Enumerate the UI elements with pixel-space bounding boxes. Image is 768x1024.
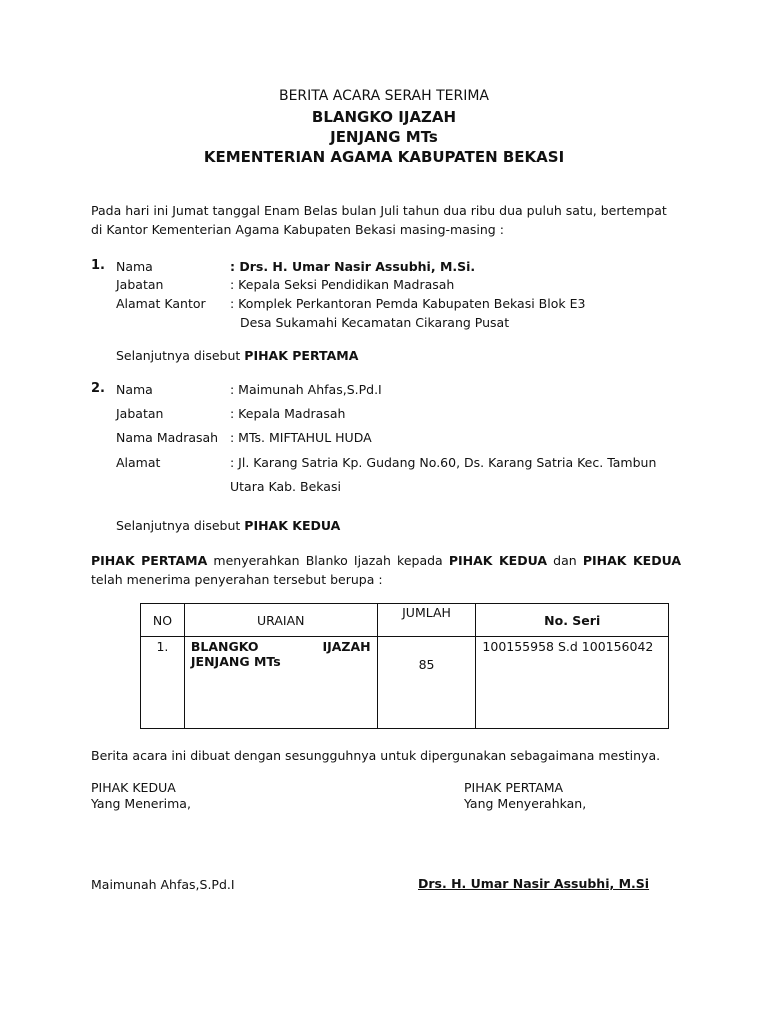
party2-designation-prefix: Selanjutnya disebut <box>116 518 245 533</box>
party1-name-label: Nama <box>116 259 153 274</box>
party2-designation-name: PIHAK KEDUA <box>244 518 341 533</box>
uraian-word-1: BLANGKO <box>190 639 259 654</box>
table-cell-jumlah: 85 <box>377 637 476 729</box>
uraian-word-2: IJAZAH <box>322 639 371 654</box>
doc-title-line2: BLANGKO IJAZAH <box>311 108 457 126</box>
party2-position-value: : Kepala Madrasah <box>230 406 346 421</box>
party1-number: 1. <box>91 258 105 273</box>
handover-text-3: telah menerima penyerahan tersebut berupa : <box>91 572 383 587</box>
party1-position-value: : Kepala Seksi Pendidikan Madrasah <box>230 277 455 292</box>
intro-line1: Pada hari ini Jumat tanggal Enam Belas bulan Juli tahun dua ribu dua puluh satu, bertempat <box>91 203 667 218</box>
party1-designation <box>116 348 358 363</box>
party2-school-value: : MTs. MIFTAHUL HUDA <box>230 430 372 445</box>
table-header-jumlah: JUMLAH <box>377 604 476 637</box>
party1-address-value-2: Desa Sukamahi Kecamatan Cikarang Pusat <box>240 315 510 330</box>
uraian-line2: JENJANG MTs <box>190 654 281 669</box>
table-row <box>141 637 669 729</box>
sign-left-title: PIHAK KEDUA <box>91 780 176 795</box>
sign-right-title: PIHAK PERTAMA <box>464 780 564 795</box>
doc-title-line4: KEMENTERIAN AGAMA KABUPATEN BEKASI <box>203 148 565 166</box>
handover-party-second-2: PIHAK KEDUA <box>582 553 682 568</box>
table-cell-no: 1. <box>141 637 185 729</box>
party2-name-value: : Maimunah Ahfas,S.Pd.I <box>230 382 382 397</box>
handover-text-2: dan <box>547 553 583 568</box>
items-table <box>140 603 669 729</box>
party1-designation-prefix: Selanjutnya disebut <box>116 348 245 363</box>
sign-left-name: Maimunah Ahfas,S.Pd.I <box>91 877 235 892</box>
table-cell-seri: 100155958 S.d 100156042 <box>476 637 669 729</box>
doc-title-line1: BERITA ACARA SERAH TERIMA <box>278 88 490 104</box>
party1-position-label: Jabatan <box>116 277 164 292</box>
handover-paragraph <box>91 551 681 589</box>
intro-line2: di Kantor Kementerian Agama Kabupaten Bekasi masing-masing : <box>91 222 504 237</box>
party2-number: 2. <box>91 381 105 396</box>
party2-position-label: Jabatan <box>116 406 164 421</box>
party2-address-value-2: Utara Kab. Bekasi <box>230 479 341 494</box>
party2-address-value-1: : Jl. Karang Satria Kp. Gudang No.60, Ds. Karang Satria Kec. Tambun <box>230 455 657 470</box>
sign-right-name: Drs. H. Umar Nasir Assubhi, M.Si <box>418 876 650 891</box>
sign-right-role: Yang Menyerahkan, <box>464 796 587 811</box>
table-header-no: NO <box>141 604 185 637</box>
sign-left-role: Yang Menerima, <box>91 796 191 811</box>
party1-name-value: : Drs. H. Umar Nasir Assubhi, M.Si. <box>230 259 476 274</box>
table-header-uraian: URAIAN <box>184 604 377 637</box>
handover-party-first: PIHAK PERTAMA <box>91 553 208 568</box>
uraian-line1 <box>191 639 371 654</box>
party2-school-label: Nama Madrasah <box>116 430 219 445</box>
table-header-row <box>141 604 669 637</box>
party1-address-label: Alamat Kantor <box>116 296 206 311</box>
closing-statement: Berita acara ini dibuat dengan sesungguhnya untuk dipergunakan sebagaimana mestinya. <box>91 748 661 763</box>
handover-party-second: PIHAK KEDUA <box>448 553 548 568</box>
doc-title-line3: JENJANG MTs <box>330 128 438 146</box>
handover-text-1: menyerahkan Blanko Ijazah kepada <box>207 553 449 568</box>
party2-designation <box>116 518 340 533</box>
party2-name-label: Nama <box>116 382 153 397</box>
table-cell-uraian <box>184 637 377 729</box>
table-header-seri: No. Seri <box>476 604 669 637</box>
party1-designation-name: PIHAK PERTAMA <box>244 348 359 363</box>
party2-address-label: Alamat <box>116 455 161 470</box>
party1-address-value-1: : Komplek Perkantoran Pemda Kabupaten Bekasi Blok E3 <box>230 296 586 311</box>
